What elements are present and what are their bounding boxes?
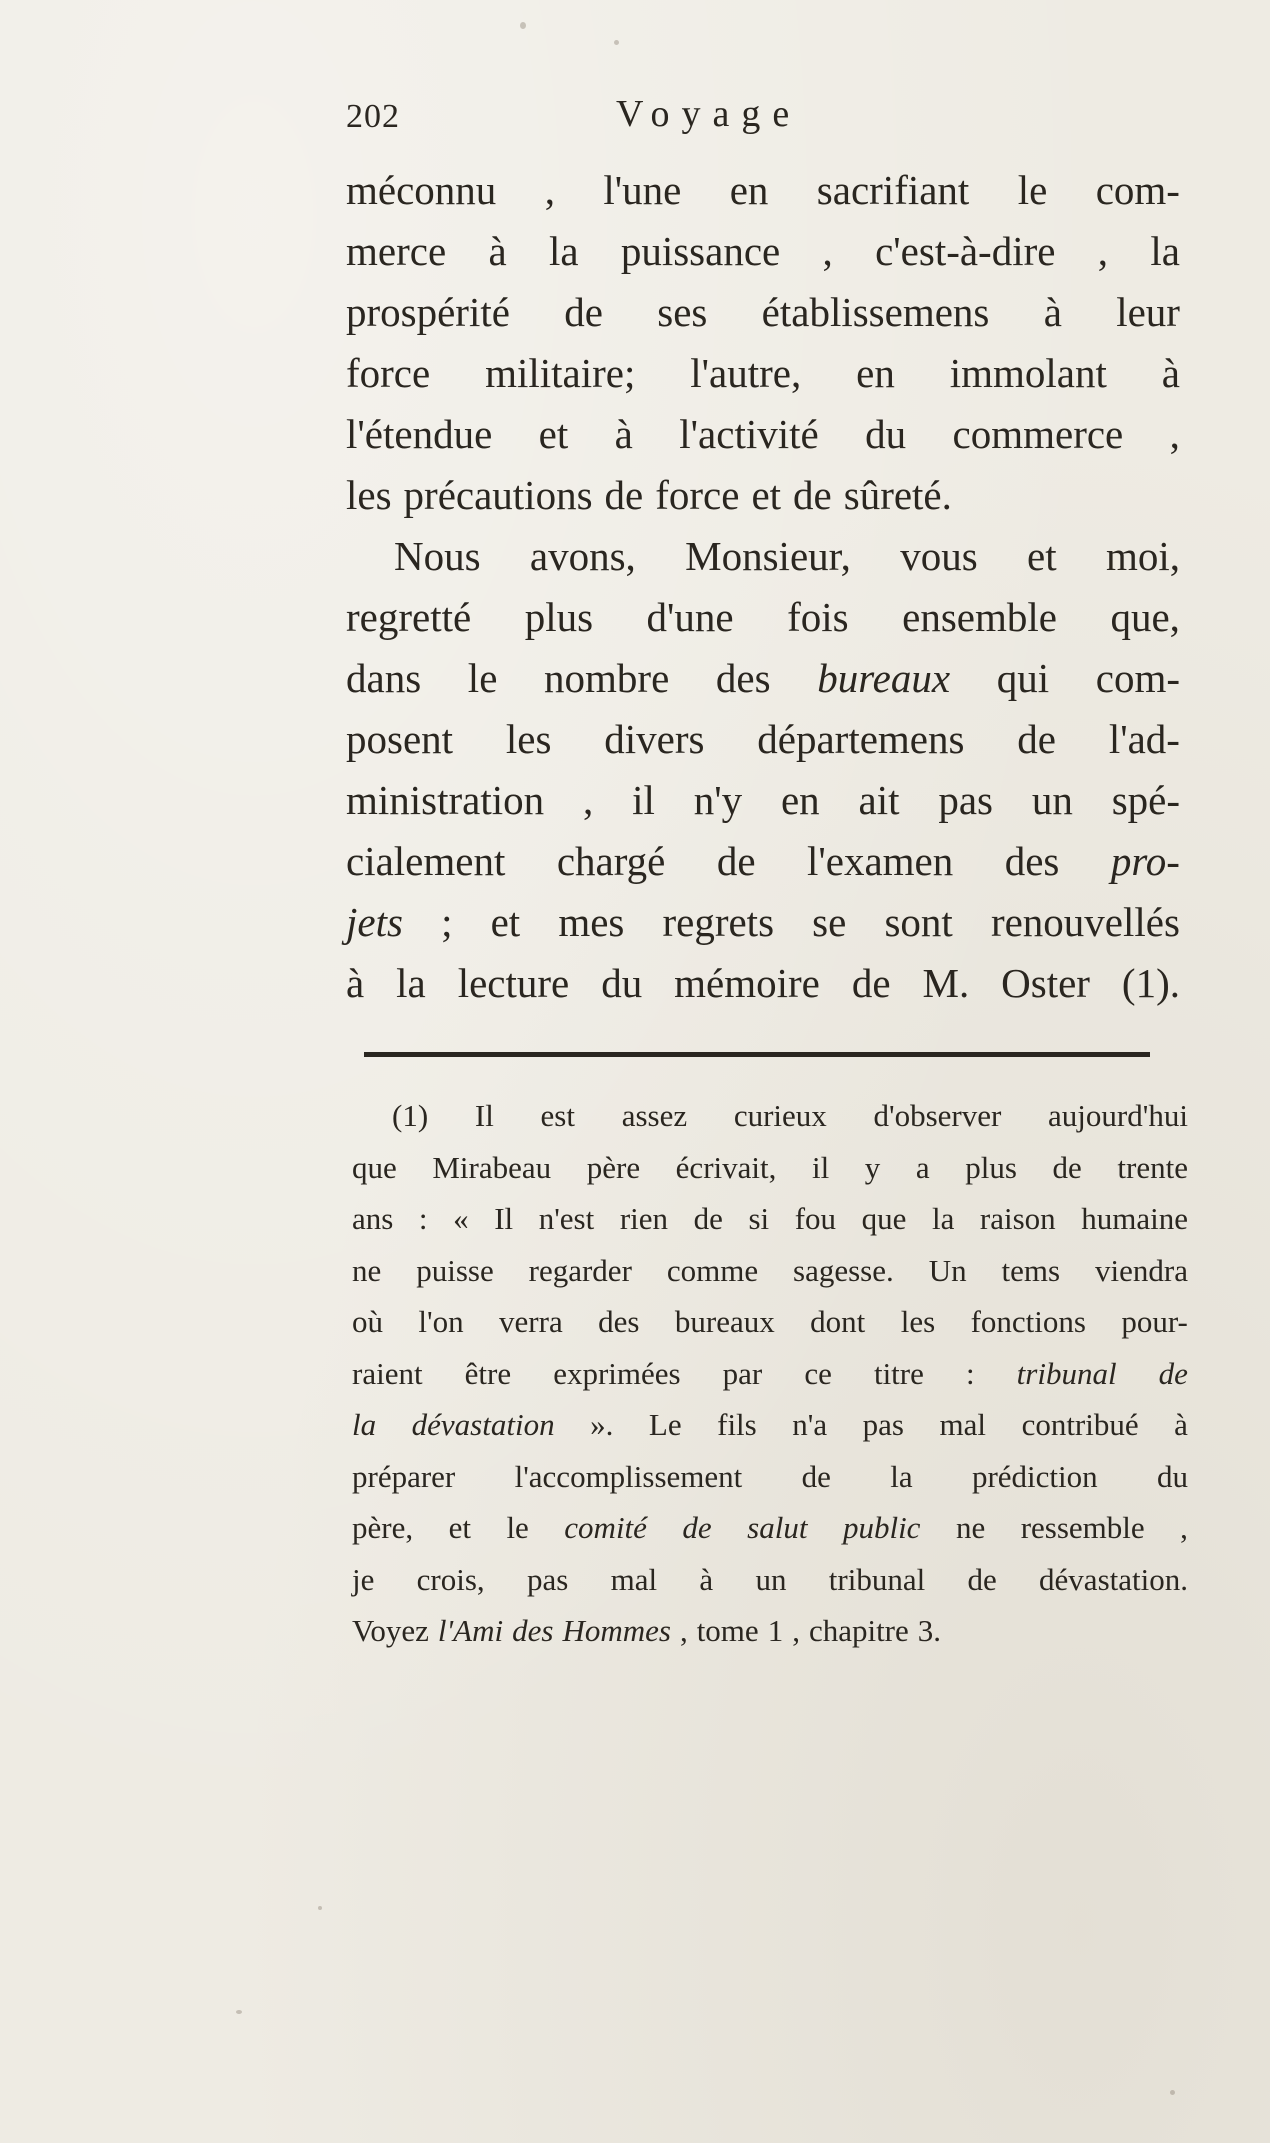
page-number: 202 <box>346 98 400 135</box>
word: et <box>1027 533 1057 579</box>
word: écrivait, <box>675 1149 777 1185</box>
word: par <box>722 1355 763 1391</box>
text-line <box>346 709 1180 770</box>
word: tome <box>696 1613 759 1648</box>
word: fils <box>717 1407 757 1442</box>
word: n'y <box>693 777 743 823</box>
word: : <box>418 1201 428 1236</box>
word: que, <box>1110 594 1180 640</box>
word: l'activité <box>679 411 819 457</box>
word: prédiction <box>971 1458 1098 1494</box>
text-line <box>346 831 1180 892</box>
page-header <box>346 92 1176 142</box>
word: sûreté. <box>843 472 952 518</box>
word: Le <box>648 1407 682 1442</box>
footnote-line <box>352 1399 1188 1451</box>
word: de <box>793 472 832 518</box>
text-line <box>346 953 1180 1014</box>
word: puissance <box>620 228 781 274</box>
word: à <box>614 411 633 457</box>
word: à <box>699 1561 714 1597</box>
word: ressemble <box>1020 1510 1145 1545</box>
text-line <box>346 465 1180 526</box>
word: public <box>842 1510 921 1545</box>
word: fois <box>787 594 849 640</box>
word: (1) <box>392 1098 429 1133</box>
word: de <box>851 960 891 1006</box>
word: verra <box>499 1304 563 1339</box>
word: curieux <box>733 1098 827 1133</box>
word: d'observer <box>873 1098 1002 1133</box>
word: et <box>751 472 782 518</box>
word: n'a <box>792 1407 828 1442</box>
footnote <box>352 1090 1188 1657</box>
word: tems <box>1001 1252 1061 1288</box>
word: chapitre <box>808 1613 909 1648</box>
word: des <box>1004 838 1060 884</box>
word: trente <box>1117 1149 1188 1185</box>
word: plus <box>965 1149 1017 1185</box>
word: qui <box>996 655 1050 701</box>
word: ne <box>955 1510 986 1545</box>
word: le <box>1017 167 1048 213</box>
word: sont <box>884 899 953 945</box>
word: la <box>931 1201 955 1236</box>
word: aujourd'hui <box>1048 1098 1188 1133</box>
word: contribué <box>1021 1407 1139 1442</box>
word: l'Ami <box>437 1613 504 1648</box>
word: du <box>601 960 643 1006</box>
word: se <box>812 899 847 945</box>
word: rien <box>619 1201 669 1236</box>
footnote-line <box>352 1296 1188 1348</box>
word: salut <box>747 1510 808 1545</box>
word: Hommes <box>562 1613 671 1648</box>
word: pro- <box>1110 838 1180 884</box>
word: Voyez <box>352 1613 429 1648</box>
word: tribunal <box>1016 1355 1117 1391</box>
word: des <box>598 1304 640 1339</box>
word: à <box>1174 1407 1188 1442</box>
word: assez <box>621 1098 688 1133</box>
word: regarder <box>528 1252 632 1288</box>
word: méconnu <box>346 167 497 213</box>
word: et <box>490 899 521 945</box>
word: l'examen <box>806 838 954 884</box>
word: sacrifiant <box>816 167 970 213</box>
word: ses <box>657 289 708 335</box>
footnote-line <box>352 1554 1188 1606</box>
word: en <box>856 350 895 396</box>
text-line <box>346 404 1180 465</box>
word: ne <box>352 1252 382 1288</box>
word: ministration <box>346 777 545 823</box>
word: bureaux <box>674 1304 775 1339</box>
word: ensemble <box>902 594 1057 640</box>
word: de <box>564 289 603 335</box>
word: posent <box>346 716 454 762</box>
word: raison <box>979 1201 1056 1236</box>
word: que <box>352 1149 397 1185</box>
text-line <box>346 221 1180 282</box>
word: n'est <box>538 1201 595 1236</box>
word: le <box>467 655 498 701</box>
word: leur <box>1116 289 1180 335</box>
word: (1). <box>1121 960 1180 1006</box>
word: crois, <box>416 1561 485 1597</box>
word: l'ad- <box>1108 716 1180 762</box>
word: la <box>396 960 426 1006</box>
word: , <box>1180 1510 1188 1545</box>
word: comme <box>666 1252 759 1288</box>
word: , <box>1169 411 1180 457</box>
word: fonctions <box>970 1304 1086 1339</box>
text-line <box>346 892 1180 953</box>
word: avons, <box>529 533 636 579</box>
word: ans <box>352 1201 394 1236</box>
word: : <box>965 1355 975 1391</box>
word: Nous <box>394 533 481 579</box>
word: établissemens <box>761 289 990 335</box>
word: ». <box>590 1407 614 1442</box>
footnote-line <box>352 1245 1188 1297</box>
word: à <box>1161 350 1180 396</box>
word: merce <box>346 228 447 274</box>
word: militaire; <box>485 350 636 396</box>
word: titre <box>873 1355 924 1391</box>
word: , <box>822 228 833 274</box>
word: de <box>1017 716 1056 762</box>
word: de <box>693 1201 723 1236</box>
word: père, <box>352 1510 414 1545</box>
word: dont <box>810 1304 866 1339</box>
word: de <box>716 838 756 884</box>
word: humaine <box>1081 1201 1188 1236</box>
word: de <box>682 1510 712 1545</box>
word: si <box>748 1201 770 1236</box>
word: prospérité <box>346 289 510 335</box>
word: l'une <box>603 167 682 213</box>
word: l'autre, <box>690 350 802 396</box>
word: de <box>604 472 644 518</box>
word: immolant <box>949 350 1107 396</box>
word: Un <box>928 1252 967 1288</box>
word: renouvellés <box>990 899 1180 945</box>
word: un <box>1031 777 1073 823</box>
word: raient <box>352 1355 423 1391</box>
word: , <box>544 167 555 213</box>
word: à <box>346 960 365 1006</box>
paper-speck <box>614 40 619 45</box>
word: Mirabeau <box>432 1149 552 1185</box>
word: des <box>512 1613 554 1648</box>
word: , <box>583 777 594 823</box>
word: pas <box>862 1407 904 1442</box>
text-line <box>346 587 1180 648</box>
word: je <box>352 1561 375 1597</box>
word: et <box>448 1510 471 1545</box>
word: il <box>632 777 655 823</box>
word: commerce <box>952 411 1124 457</box>
word: les <box>346 472 392 518</box>
word: la <box>548 228 579 274</box>
word: ; <box>441 899 453 945</box>
word: pour- <box>1121 1304 1188 1339</box>
word: Il <box>494 1201 514 1236</box>
word: un <box>755 1561 787 1597</box>
word: les <box>900 1304 936 1339</box>
footnote-line <box>352 1605 1188 1657</box>
word: comité <box>564 1510 647 1545</box>
word: spé- <box>1111 777 1180 823</box>
word: sagesse. <box>793 1252 894 1288</box>
word: de <box>801 1458 831 1494</box>
word: , <box>792 1613 800 1648</box>
word: viendra <box>1095 1252 1188 1288</box>
word: Il <box>474 1098 494 1133</box>
paper-speck <box>1170 2090 1175 2095</box>
word: ce <box>804 1355 832 1391</box>
word: vous <box>900 533 978 579</box>
word: mémoire <box>674 960 820 1006</box>
word: l'on <box>418 1304 464 1339</box>
word: , <box>1097 228 1109 274</box>
word: être <box>464 1355 512 1391</box>
word: a <box>915 1149 930 1185</box>
word: chargé <box>556 838 666 884</box>
word: lecture <box>457 960 570 1006</box>
word: jets <box>346 899 403 945</box>
word: la <box>1150 228 1180 274</box>
word: bureaux <box>817 655 951 701</box>
word: plus <box>524 594 594 640</box>
footnote-divider <box>364 1052 1150 1057</box>
word: 3. <box>917 1613 942 1648</box>
word: à <box>1043 289 1062 335</box>
paper-speck <box>318 1906 322 1910</box>
word: Monsieur, <box>685 533 851 579</box>
text-line <box>346 770 1180 831</box>
word: que <box>861 1201 907 1236</box>
word: à <box>488 228 507 274</box>
word: exprimées <box>553 1355 681 1391</box>
word: puisse <box>416 1252 494 1288</box>
paper-speck <box>236 2010 242 2014</box>
word: de <box>1052 1149 1082 1185</box>
word: nombre <box>544 655 670 701</box>
word: des <box>715 655 771 701</box>
text-line <box>346 282 1180 343</box>
word: l'étendue <box>346 411 493 457</box>
word: fou <box>794 1201 837 1236</box>
main-text <box>346 160 1180 1014</box>
footnote-line <box>352 1502 1188 1554</box>
word: « <box>453 1201 469 1236</box>
footnote-line <box>352 1348 1188 1400</box>
word: est <box>540 1098 575 1133</box>
word: en <box>780 777 820 823</box>
word: force <box>655 472 740 518</box>
word: il <box>811 1149 830 1185</box>
text-line <box>346 343 1180 404</box>
word: dévastation. <box>1039 1561 1188 1597</box>
footnote-line <box>352 1451 1188 1503</box>
word: mal <box>610 1561 658 1597</box>
word: moi, <box>1105 533 1180 579</box>
word: du <box>865 411 907 457</box>
running-title: Voyage <box>616 93 802 135</box>
word: c'est-à-dire <box>875 228 1056 274</box>
word: de <box>967 1561 997 1597</box>
word: du <box>1156 1458 1188 1494</box>
word: mal <box>939 1407 987 1442</box>
word: de <box>1158 1355 1188 1391</box>
word: dévastation <box>411 1407 555 1442</box>
word: force <box>346 350 431 396</box>
word: Oster <box>1001 960 1090 1006</box>
word: 1 <box>767 1613 784 1648</box>
word: com- <box>1095 655 1180 701</box>
word: , <box>679 1613 688 1648</box>
word: cialement <box>346 838 506 884</box>
word: préparer <box>352 1458 456 1494</box>
word: d'une <box>646 594 734 640</box>
footnote-line <box>352 1090 1188 1142</box>
word: pas <box>526 1561 569 1597</box>
text-line <box>346 526 1180 587</box>
word: père <box>586 1149 641 1185</box>
word: pas <box>938 777 993 823</box>
word: où <box>352 1304 383 1339</box>
word: en <box>729 167 769 213</box>
word: départemens <box>757 716 965 762</box>
text-line <box>346 648 1180 709</box>
word: y <box>864 1149 881 1185</box>
word: tribunal <box>828 1561 926 1597</box>
word: M. <box>922 960 970 1006</box>
word: précautions <box>403 472 593 518</box>
word: et <box>538 411 569 457</box>
word: dans <box>346 655 422 701</box>
word: la <box>890 1458 913 1494</box>
word: la <box>352 1407 377 1442</box>
paper-speck <box>520 22 526 29</box>
word: le <box>506 1510 529 1545</box>
word: les <box>505 716 552 762</box>
footnote-line <box>352 1142 1188 1194</box>
text-line <box>346 160 1180 221</box>
word: regrets <box>662 899 775 945</box>
word: ait <box>858 777 900 823</box>
word: mes <box>558 899 625 945</box>
word: l'accomplissement <box>514 1458 743 1494</box>
word: divers <box>604 716 705 762</box>
footnote-line <box>352 1193 1188 1245</box>
word: com- <box>1095 167 1180 213</box>
word: regretté <box>346 594 472 640</box>
